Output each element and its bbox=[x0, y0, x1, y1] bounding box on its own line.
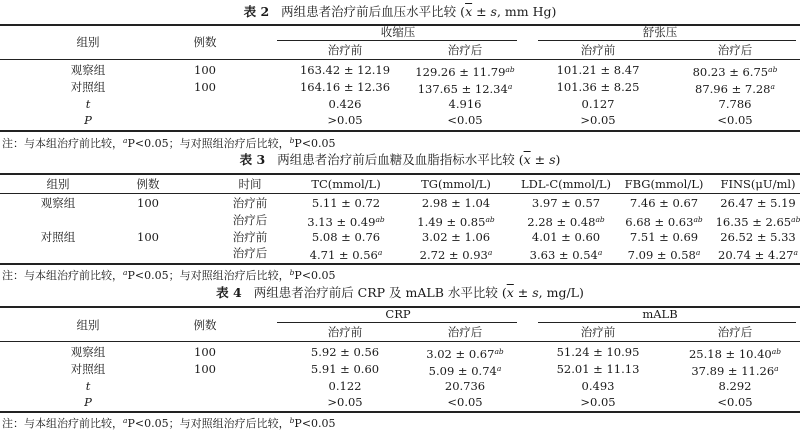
table2-title: 表 2 两组患者治疗前后血压水平比较 ($\overline{x} \pm s$, mm Hg) bbox=[243, 4, 557, 19]
table4-head-crp: CRP bbox=[385, 307, 411, 321]
table-cell: t bbox=[85, 379, 91, 393]
table-cell: >0.05 bbox=[327, 395, 363, 409]
table-cell: 164.16 ± 12.36 bbox=[299, 80, 391, 94]
table-cell: 2.98 ± 1.04 bbox=[421, 196, 491, 210]
table-cell: 26.52 ± 5.33 bbox=[720, 230, 796, 244]
table-cell: 52.01 ± 11.13 bbox=[556, 362, 640, 376]
table-cell: >0.05 bbox=[580, 113, 616, 127]
table2-head-sbp-after: 治疗后 bbox=[447, 43, 483, 57]
table-cell: 20.736 bbox=[444, 379, 486, 393]
table-cell: <0.05 bbox=[447, 113, 483, 127]
table4-head-malb: mALB bbox=[642, 307, 678, 321]
table3-head-tc: TC(mmol/L) bbox=[311, 177, 381, 191]
table-cell: 80.23 ± 6.75$^{ab}$ bbox=[692, 65, 778, 79]
table4-head-malb-before: 治疗前 bbox=[580, 325, 616, 339]
table2-dbp-rule bbox=[538, 40, 796, 41]
table-cell: 0.122 bbox=[328, 379, 362, 393]
table4-bottom-rule bbox=[0, 411, 800, 413]
table-cell: 129.26 ± 11.79$^{ab}$ bbox=[415, 65, 515, 79]
table-cell: 3.02 ± 0.67$^{ab}$ bbox=[426, 347, 504, 361]
table-cell: 100 bbox=[194, 80, 216, 94]
table-cell: 137.65 ± 12.34$^a$ bbox=[417, 82, 513, 96]
table2-head-rule bbox=[0, 59, 800, 60]
table-cell: 5.92 ± 0.56 bbox=[310, 345, 380, 359]
table-cell: 4.71 ± 0.56$^a$ bbox=[309, 248, 383, 262]
table4-crp-rule bbox=[277, 322, 517, 323]
table-cell: 25.18 ± 10.40$^{ab}$ bbox=[688, 347, 782, 361]
table-cell: 治疗后 bbox=[232, 213, 268, 227]
table4-malb-rule bbox=[538, 322, 796, 323]
table-cell: 4.01 ± 0.60 bbox=[531, 230, 601, 244]
table-cell: 101.21 ± 8.47 bbox=[556, 63, 640, 77]
table3-head-tg: TG(mmol/L) bbox=[421, 177, 491, 191]
table4-head-group: 组别 bbox=[76, 318, 100, 332]
table4-note: 注：与本组治疗前比较，$^a$P<0.05；与对照组治疗后比较，$^b$P<0.05 bbox=[2, 416, 336, 430]
table-cell: P bbox=[84, 113, 92, 127]
table2-head-sbp: 收缩压 bbox=[380, 25, 416, 39]
table-cell: 0.127 bbox=[581, 97, 615, 111]
table-cell: 51.24 ± 10.95 bbox=[556, 345, 640, 359]
table-cell: 100 bbox=[194, 362, 216, 376]
table-cell: 治疗前 bbox=[232, 196, 268, 210]
table2-head-group: 组别 bbox=[76, 35, 100, 49]
table-cell: <0.05 bbox=[717, 113, 753, 127]
table3-head-ldl: LDL-C(mmol/L) bbox=[520, 177, 612, 191]
table-cell: 3.97 ± 0.57 bbox=[531, 196, 601, 210]
table3-title: 表 3 两组患者治疗前后血糖及血脂指标水平比较 $(\overline{x} \pm s)$ bbox=[239, 152, 561, 167]
table4-head-crp-after: 治疗后 bbox=[447, 325, 483, 339]
table-cell: 100 bbox=[194, 345, 216, 359]
table-cell: 2.72 ± 0.93$^a$ bbox=[419, 248, 493, 262]
table-cell: 5.08 ± 0.76 bbox=[311, 230, 381, 244]
table2-note: 注：与本组治疗前比较，$^a$P<0.05；与对照组治疗后比较，$^b$P<0.05 bbox=[2, 136, 336, 150]
table-cell: 8.292 bbox=[718, 379, 752, 393]
table-cell: 0.493 bbox=[581, 379, 615, 393]
table-cell: 3.13 ± 0.49$^{ab}$ bbox=[307, 215, 385, 229]
table-cell: 37.89 ± 11.26$^a$ bbox=[691, 364, 779, 378]
table3-note: 注：与本组治疗前比较，$^a$P<0.05；与对照组治疗后比较，$^b$P<0.05 bbox=[2, 268, 336, 282]
table4-title: 表 4 两组患者治疗前后 CRP 及 mALB 水平比较 ($\overline{x} \pm s$, mg/L) bbox=[216, 285, 584, 300]
table-cell: 163.42 ± 12.19 bbox=[299, 63, 391, 77]
table-cell: 101.36 ± 8.25 bbox=[556, 80, 640, 94]
table-cell: 1.49 ± 0.85$^{ab}$ bbox=[417, 215, 495, 229]
table-cell: 100 bbox=[137, 196, 159, 210]
table3-bottom-rule bbox=[0, 263, 800, 265]
table-cell: 5.09 ± 0.74$^a$ bbox=[428, 364, 502, 378]
table-cell: 100 bbox=[194, 63, 216, 77]
table4-head-malb-after: 治疗后 bbox=[717, 325, 753, 339]
table-cell: 对照组 bbox=[70, 80, 106, 94]
table-cell: 3.02 ± 1.06 bbox=[421, 230, 491, 244]
table-cell: 5.91 ± 0.60 bbox=[310, 362, 380, 376]
table3-head-group: 组别 bbox=[46, 177, 70, 191]
table2-head-dbp-before: 治疗前 bbox=[580, 43, 616, 57]
table-cell: 26.47 ± 5.19 bbox=[720, 196, 796, 210]
table2-bottom-rule bbox=[0, 130, 800, 132]
table2-head-n: 例数 bbox=[193, 35, 217, 49]
table-cell: 4.916 bbox=[448, 97, 482, 111]
table-cell: 治疗后 bbox=[232, 246, 268, 260]
table3-head-fins: FINS(μU/ml) bbox=[720, 177, 796, 191]
table-cell: 7.786 bbox=[718, 97, 752, 111]
table-cell: 87.96 ± 7.28$^a$ bbox=[695, 82, 775, 96]
table-cell: 7.51 ± 0.69 bbox=[629, 230, 699, 244]
table-cell: >0.05 bbox=[327, 113, 363, 127]
table-cell: 7.09 ± 0.58$^a$ bbox=[627, 248, 701, 262]
table-cell: P bbox=[84, 395, 92, 409]
table-cell: <0.05 bbox=[717, 395, 753, 409]
table4-head-n: 例数 bbox=[193, 318, 217, 332]
table-cell: 0.426 bbox=[328, 97, 362, 111]
table-cell: 100 bbox=[137, 230, 159, 244]
table-cell: 观察组 bbox=[70, 63, 106, 77]
table-cell: 6.68 ± 0.63$^{ab}$ bbox=[625, 215, 703, 229]
table2-head-sbp-before: 治疗前 bbox=[327, 43, 363, 57]
table-cell: 7.46 ± 0.67 bbox=[629, 196, 699, 210]
table3-head-n: 例数 bbox=[136, 177, 160, 191]
table2-sbp-rule bbox=[277, 40, 517, 41]
table-cell: 5.11 ± 0.72 bbox=[311, 196, 381, 210]
table-cell: t bbox=[85, 97, 91, 111]
table4-head-crp-before: 治疗前 bbox=[327, 325, 363, 339]
table-cell: 观察组 bbox=[70, 345, 106, 359]
table-cell: 20.74 ± 4.27$^a$ bbox=[718, 248, 798, 262]
table3-head-fbg: FBG(mmol/L) bbox=[624, 177, 704, 191]
table-cell: 治疗前 bbox=[232, 230, 268, 244]
table-cell: 3.63 ± 0.54$^a$ bbox=[529, 248, 603, 262]
table-cell: 16.35 ± 2.65$^{ab}$ bbox=[715, 215, 800, 229]
table2-head-dbp-after: 治疗后 bbox=[717, 43, 753, 57]
table-cell: <0.05 bbox=[447, 395, 483, 409]
table-cell: >0.05 bbox=[580, 395, 616, 409]
table-cell: 2.28 ± 0.48$^{ab}$ bbox=[527, 215, 605, 229]
table4-head-rule bbox=[0, 341, 800, 342]
table-cell: 对照组 bbox=[70, 362, 106, 376]
table2-head-dbp: 舒张压 bbox=[642, 25, 678, 39]
table3-top-rule bbox=[0, 173, 800, 175]
table3-head-rule bbox=[0, 193, 800, 194]
table3-head-time: 时间 bbox=[238, 177, 262, 191]
table-cell: 对照组 bbox=[40, 230, 76, 244]
table-cell: 观察组 bbox=[40, 196, 76, 210]
